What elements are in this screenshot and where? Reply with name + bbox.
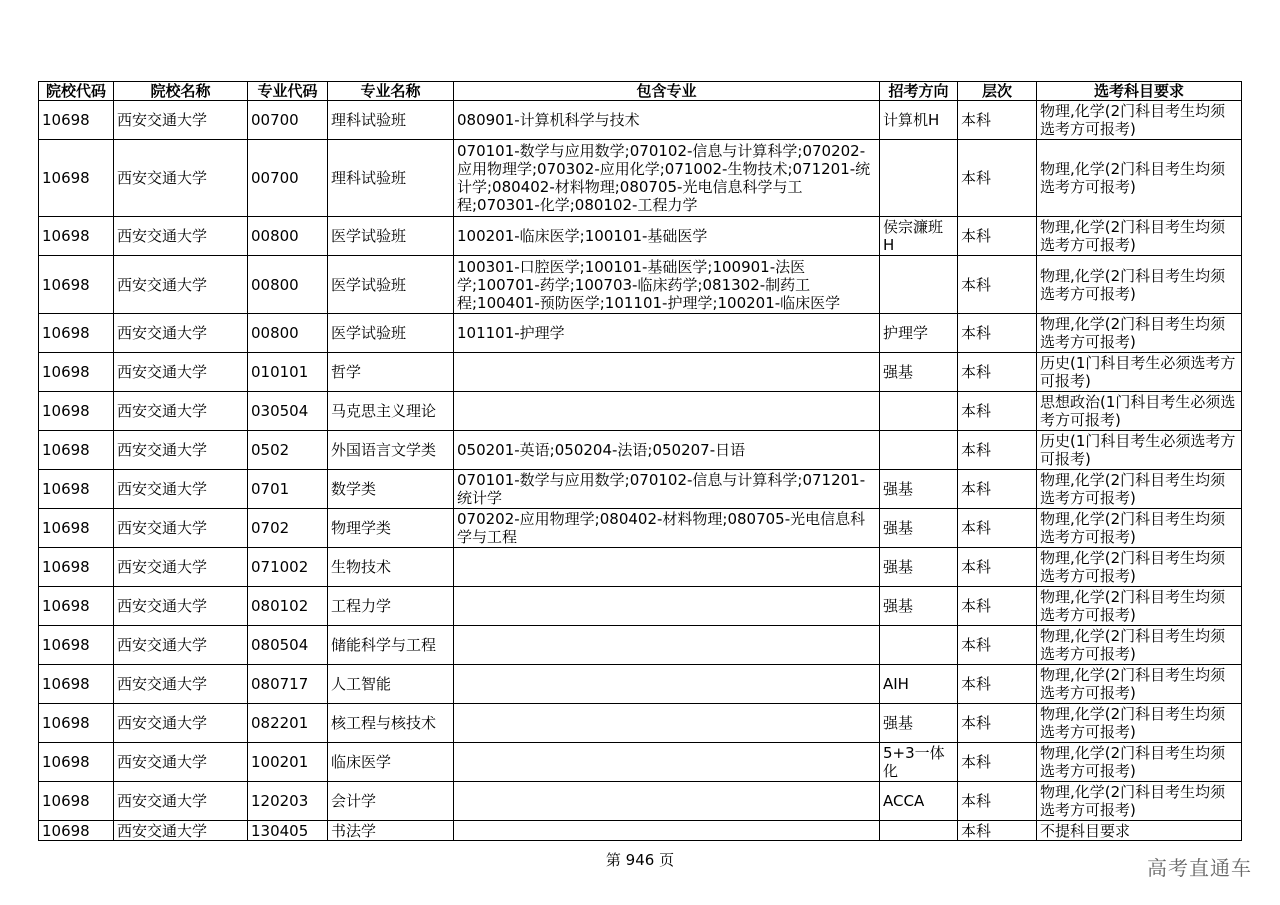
cell-major-code: 00800 <box>248 314 328 353</box>
cell-major-code: 082201 <box>248 704 328 743</box>
cell-major-code: 00800 <box>248 256 328 314</box>
cell-major-name: 会计学 <box>328 782 454 821</box>
cell-admission-direction: 强基 <box>880 704 958 743</box>
cell-major-name: 物理学类 <box>328 509 454 548</box>
cell-included-majors <box>454 353 880 392</box>
table-row <box>39 140 1242 217</box>
cell-included-majors: 080901-计算机科学与技术 <box>454 101 880 140</box>
cell-included-majors: 070202-应用物理学;080402-材料物理;080705-光电信息科学与工程 <box>454 509 880 548</box>
cell-included-majors <box>454 665 880 704</box>
cell-level: 本科 <box>958 392 1037 431</box>
table-row <box>39 431 1242 470</box>
cell-school-name: 西安交通大学 <box>114 704 248 743</box>
cell-school-name: 西安交通大学 <box>114 392 248 431</box>
cell-major-code: 100201 <box>248 743 328 782</box>
cell-major-name: 理科试验班 <box>328 101 454 140</box>
cell-school-code: 10698 <box>39 353 114 392</box>
cell-school-code: 10698 <box>39 431 114 470</box>
header-major-code: 专业代码 <box>248 82 328 101</box>
header-row <box>39 82 1242 101</box>
cell-school-name: 西安交通大学 <box>114 140 248 217</box>
cell-admission-direction <box>880 821 958 841</box>
cell-major-code: 130405 <box>248 821 328 841</box>
cell-included-majors: 070101-数学与应用数学;070102-信息与计算科学;070202-应用物理学;070302-应用化学;071002-生物技术;071201-统计学;080402-材料物理;080705-光电信息科学与工程;070301-化学;080102-工程力学 <box>454 140 880 217</box>
cell-major-name: 核工程与核技术 <box>328 704 454 743</box>
cell-major-name: 医学试验班 <box>328 217 454 256</box>
cell-level: 本科 <box>958 353 1037 392</box>
cell-admission-direction: AIH <box>880 665 958 704</box>
cell-school-name: 西安交通大学 <box>114 314 248 353</box>
cell-subject-requirement: 物理,化学(2门科目考生均须选考方可报考) <box>1037 101 1242 140</box>
cell-school-name: 西安交通大学 <box>114 626 248 665</box>
table-row <box>39 314 1242 353</box>
cell-school-name: 西安交通大学 <box>114 509 248 548</box>
table-row <box>39 392 1242 431</box>
cell-admission-direction: 强基 <box>880 353 958 392</box>
cell-school-name: 西安交通大学 <box>114 256 248 314</box>
cell-major-code: 00800 <box>248 217 328 256</box>
cell-level: 本科 <box>958 101 1037 140</box>
cell-school-code: 10698 <box>39 140 114 217</box>
cell-major-name: 生物技术 <box>328 548 454 587</box>
cell-subject-requirement: 物理,化学(2门科目考生均须选考方可报考) <box>1037 704 1242 743</box>
table-row <box>39 665 1242 704</box>
header-school-name: 院校名称 <box>114 82 248 101</box>
cell-major-code: 030504 <box>248 392 328 431</box>
cell-admission-direction: 护理学 <box>880 314 958 353</box>
cell-level: 本科 <box>958 256 1037 314</box>
cell-level: 本科 <box>958 665 1037 704</box>
cell-level: 本科 <box>958 548 1037 587</box>
cell-major-code: 071002 <box>248 548 328 587</box>
cell-subject-requirement: 物理,化学(2门科目考生均须选考方可报考) <box>1037 665 1242 704</box>
cell-admission-direction: 强基 <box>880 509 958 548</box>
cell-major-name: 工程力学 <box>328 587 454 626</box>
cell-admission-direction: 计算机H <box>880 101 958 140</box>
cell-school-code: 10698 <box>39 509 114 548</box>
cell-included-majors <box>454 782 880 821</box>
cell-major-name: 人工智能 <box>328 665 454 704</box>
header-admission-direction: 招考方向 <box>880 82 958 101</box>
cell-major-name: 医学试验班 <box>328 314 454 353</box>
cell-major-name: 临床医学 <box>328 743 454 782</box>
cell-major-name: 外国语言文学类 <box>328 431 454 470</box>
cell-major-code: 080504 <box>248 626 328 665</box>
cell-school-name: 西安交通大学 <box>114 101 248 140</box>
cell-major-code: 00700 <box>248 140 328 217</box>
table-row <box>39 256 1242 314</box>
cell-subject-requirement: 物理,化学(2门科目考生均须选考方可报考) <box>1037 256 1242 314</box>
cell-included-majors: 050201-英语;050204-法语;050207-日语 <box>454 431 880 470</box>
table-row <box>39 101 1242 140</box>
table-row <box>39 509 1242 548</box>
cell-included-majors: 100201-临床医学;100101-基础医学 <box>454 217 880 256</box>
cell-school-code: 10698 <box>39 314 114 353</box>
cell-admission-direction <box>880 256 958 314</box>
cell-major-name: 数学类 <box>328 470 454 509</box>
admission-table <box>38 81 1242 841</box>
cell-school-code: 10698 <box>39 470 114 509</box>
cell-level: 本科 <box>958 704 1037 743</box>
table-row <box>39 217 1242 256</box>
header-subject-requirement: 选考科目要求 <box>1037 82 1242 101</box>
cell-school-code: 10698 <box>39 626 114 665</box>
cell-school-code: 10698 <box>39 256 114 314</box>
table-row <box>39 704 1242 743</box>
header-level: 层次 <box>958 82 1037 101</box>
cell-school-name: 西安交通大学 <box>114 353 248 392</box>
cell-subject-requirement: 物理,化学(2门科目考生均须选考方可报考) <box>1037 587 1242 626</box>
cell-subject-requirement: 不提科目要求 <box>1037 821 1242 841</box>
cell-school-code: 10698 <box>39 392 114 431</box>
cell-level: 本科 <box>958 509 1037 548</box>
cell-subject-requirement: 物理,化学(2门科目考生均须选考方可报考) <box>1037 217 1242 256</box>
cell-major-code: 080717 <box>248 665 328 704</box>
cell-school-name: 西安交通大学 <box>114 470 248 509</box>
cell-major-code: 080102 <box>248 587 328 626</box>
table-body <box>39 101 1242 841</box>
cell-admission-direction: ACCA <box>880 782 958 821</box>
cell-level: 本科 <box>958 431 1037 470</box>
cell-level: 本科 <box>958 217 1037 256</box>
cell-admission-direction: 强基 <box>880 587 958 626</box>
page-number: 第 946 页 <box>605 851 675 869</box>
cell-subject-requirement: 历史(1门科目考生必须选考方可报考) <box>1037 353 1242 392</box>
cell-major-code: 0502 <box>248 431 328 470</box>
cell-included-majors: 101101-护理学 <box>454 314 880 353</box>
cell-included-majors <box>454 626 880 665</box>
cell-school-name: 西安交通大学 <box>114 665 248 704</box>
cell-subject-requirement: 物理,化学(2门科目考生均须选考方可报考) <box>1037 314 1242 353</box>
cell-included-majors <box>454 587 880 626</box>
cell-major-code: 00700 <box>248 101 328 140</box>
cell-included-majors <box>454 743 880 782</box>
cell-major-name: 哲学 <box>328 353 454 392</box>
cell-included-majors <box>454 821 880 841</box>
cell-admission-direction: 强基 <box>880 548 958 587</box>
watermark-text: 高考直通车 <box>1147 856 1252 880</box>
cell-school-name: 西安交通大学 <box>114 217 248 256</box>
cell-subject-requirement: 思想政治(1门科目考生必须选考方可报考) <box>1037 392 1242 431</box>
cell-school-code: 10698 <box>39 821 114 841</box>
cell-school-code: 10698 <box>39 548 114 587</box>
cell-major-code: 010101 <box>248 353 328 392</box>
cell-admission-direction <box>880 392 958 431</box>
cell-admission-direction <box>880 140 958 217</box>
cell-major-name: 理科试验班 <box>328 140 454 217</box>
cell-admission-direction <box>880 431 958 470</box>
table-row <box>39 626 1242 665</box>
cell-major-code: 0702 <box>248 509 328 548</box>
table-header <box>39 82 1242 101</box>
cell-school-code: 10698 <box>39 101 114 140</box>
cell-school-name: 西安交通大学 <box>114 548 248 587</box>
cell-admission-direction: 5+3一体化 <box>880 743 958 782</box>
cell-school-name: 西安交通大学 <box>114 431 248 470</box>
cell-admission-direction: 侯宗濂班H <box>880 217 958 256</box>
cell-included-majors <box>454 548 880 587</box>
cell-subject-requirement: 物理,化学(2门科目考生均须选考方可报考) <box>1037 548 1242 587</box>
cell-admission-direction: 强基 <box>880 470 958 509</box>
header-major-name: 专业名称 <box>328 82 454 101</box>
table-row <box>39 587 1242 626</box>
cell-subject-requirement: 物理,化学(2门科目考生均须选考方可报考) <box>1037 470 1242 509</box>
cell-school-code: 10698 <box>39 665 114 704</box>
cell-included-majors <box>454 392 880 431</box>
table-row <box>39 548 1242 587</box>
cell-school-code: 10698 <box>39 743 114 782</box>
cell-level: 本科 <box>958 782 1037 821</box>
cell-subject-requirement: 物理,化学(2门科目考生均须选考方可报考) <box>1037 509 1242 548</box>
cell-school-name: 西安交通大学 <box>114 743 248 782</box>
cell-level: 本科 <box>958 626 1037 665</box>
cell-level: 本科 <box>958 587 1037 626</box>
cell-level: 本科 <box>958 140 1037 217</box>
cell-level: 本科 <box>958 314 1037 353</box>
table-row <box>39 821 1242 841</box>
cell-included-majors <box>454 704 880 743</box>
cell-level: 本科 <box>958 470 1037 509</box>
cell-school-code: 10698 <box>39 217 114 256</box>
cell-included-majors: 100301-口腔医学;100101-基础医学;100901-法医学;100701-药学;100703-临床药学;081302-制药工程;100401-预防医学;101101-护理学;100201-临床医学 <box>454 256 880 314</box>
table-row <box>39 743 1242 782</box>
cell-admission-direction <box>880 626 958 665</box>
cell-subject-requirement: 物理,化学(2门科目考生均须选考方可报考) <box>1037 626 1242 665</box>
table-row <box>39 353 1242 392</box>
cell-level: 本科 <box>958 743 1037 782</box>
cell-major-name: 马克思主义理论 <box>328 392 454 431</box>
cell-subject-requirement: 物理,化学(2门科目考生均须选考方可报考) <box>1037 140 1242 217</box>
header-included-majors: 包含专业 <box>454 82 880 101</box>
cell-major-code: 120203 <box>248 782 328 821</box>
cell-included-majors: 070101-数学与应用数学;070102-信息与计算科学;071201-统计学 <box>454 470 880 509</box>
cell-school-code: 10698 <box>39 704 114 743</box>
cell-major-name: 医学试验班 <box>328 256 454 314</box>
table-row <box>39 470 1242 509</box>
cell-major-name: 储能科学与工程 <box>328 626 454 665</box>
cell-school-code: 10698 <box>39 587 114 626</box>
cell-major-name: 书法学 <box>328 821 454 841</box>
cell-subject-requirement: 物理,化学(2门科目考生均须选考方可报考) <box>1037 782 1242 821</box>
cell-level: 本科 <box>958 821 1037 841</box>
cell-school-code: 10698 <box>39 782 114 821</box>
cell-school-name: 西安交通大学 <box>114 821 248 841</box>
cell-school-name: 西安交通大学 <box>114 587 248 626</box>
header-school-code: 院校代码 <box>39 82 114 101</box>
table-row <box>39 782 1242 821</box>
cell-subject-requirement: 物理,化学(2门科目考生均须选考方可报考) <box>1037 743 1242 782</box>
cell-school-name: 西安交通大学 <box>114 782 248 821</box>
cell-major-code: 0701 <box>248 470 328 509</box>
cell-subject-requirement: 历史(1门科目考生必须选考方可报考) <box>1037 431 1242 470</box>
